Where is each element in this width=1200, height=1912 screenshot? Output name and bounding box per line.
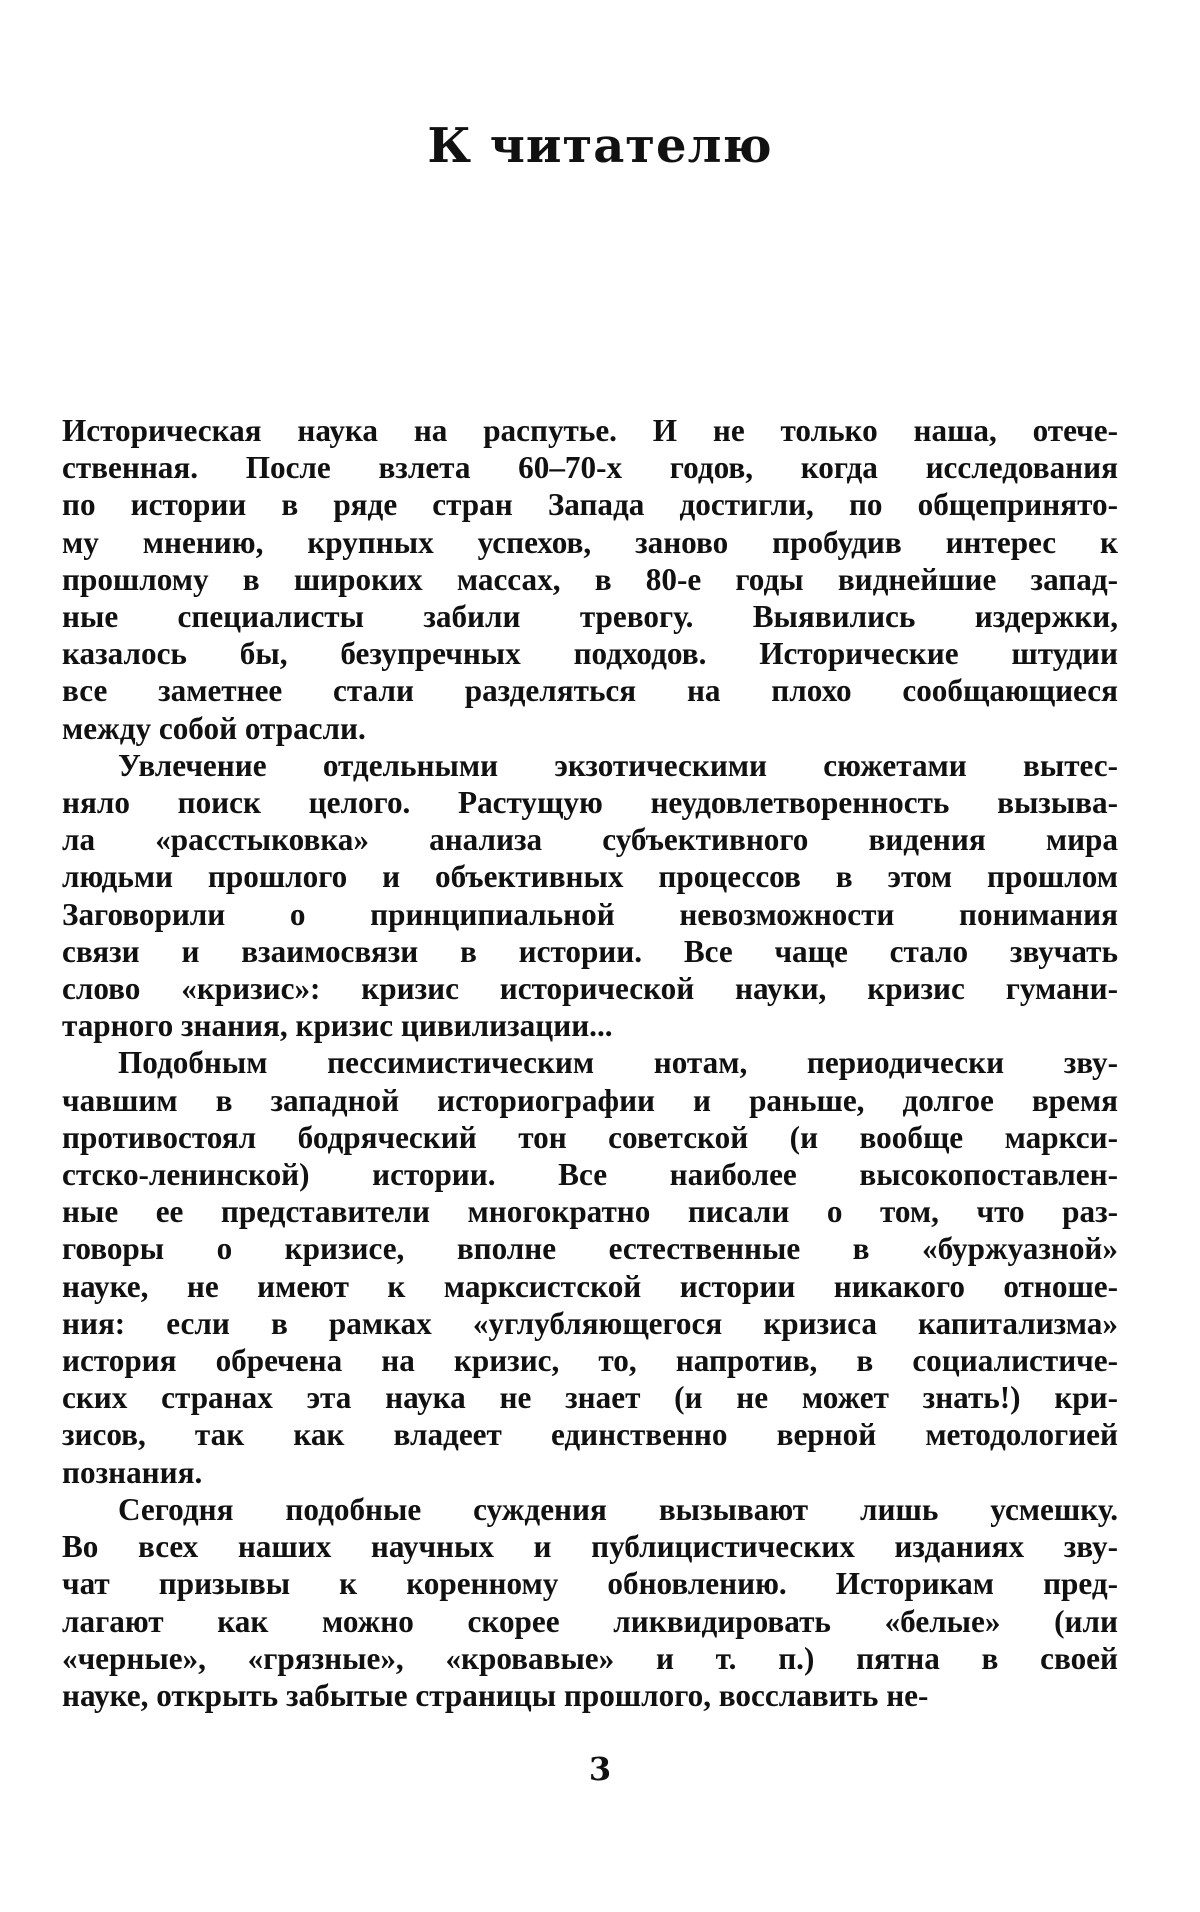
text-line: прошлому в широких массах, в 80-е годы виднейшие запад- — [62, 561, 1118, 597]
text-line: чат призывы к коренному обновлению. Историкам пред- — [62, 1566, 1118, 1602]
text-line: противостоял бодрячеcкий тон советской (и вообще маркси- — [62, 1119, 1118, 1155]
text-line: Во всех наших научных и публицистических изданиях зву- — [62, 1529, 1118, 1565]
text-line: ственная. После взлета 60–70-х годов, когда исследования — [62, 450, 1118, 486]
text-line: все заметнее стали разделяться на плохо сообщающиеся — [62, 673, 1118, 709]
text-line: Историческая наука на распутье. И не только наша, отече- — [62, 413, 1118, 448]
paragraph — [62, 1491, 1118, 1714]
text-line: по истории в ряде стран Запада достигли, по общепринято- — [62, 487, 1118, 523]
text-line: ния: если в рамках «углубляющегося кризиса капитализма» — [62, 1305, 1118, 1341]
text-line: лагают как можно скорее ликвидировать «белые» (или — [62, 1603, 1118, 1639]
text-line: стско-ленинской) истории. Все наиболее высокопоставлен- — [62, 1157, 1118, 1193]
text-line: науке, открыть забытые страницы прошлого, восславить не- — [62, 1677, 929, 1713]
text-line: науке, не имеют к марксистской истории никакого отноше- — [62, 1268, 1118, 1304]
text-line: Сегодня подобные суждения вызывают лишь усмешку. — [118, 1491, 1118, 1527]
text-line: чавшим в западной историографии и раньше, долгое время — [62, 1082, 1118, 1118]
text-line: ских странах эта наука не знает (и не может знать!) кри- — [62, 1380, 1118, 1416]
text-line: говоры о кризисе, вполне естественные в «буржуазной» — [62, 1231, 1118, 1267]
paragraph — [62, 1044, 1118, 1490]
text-line: ла «расстыковка» анализа субъективного видения мира — [62, 822, 1118, 858]
text-line: связи и взаимосвязи в истории. Все чаще стало звучать — [62, 933, 1118, 969]
text-line: людьми прошлого и объективных процессов в этом прошлом — [62, 859, 1118, 895]
text-line: между собой отрасли. — [62, 710, 366, 746]
text-line: зисов, так как владеет единственно верной методологией — [62, 1417, 1118, 1453]
text-line: Увлечение отдельными экзотическими сюжетами вытес- — [118, 747, 1118, 783]
body-text — [62, 412, 1118, 1714]
text-line: слово «кризис»: кризис исторической науки, кризис гумани- — [62, 971, 1118, 1007]
paragraph — [62, 412, 1118, 747]
chapter-title: К читателю — [427, 118, 773, 174]
text-line: му мнению, крупных успехов, заново пробудив интерес к — [62, 524, 1118, 560]
text-line: Подобным пессимистическим нотам, периодически зву- — [118, 1045, 1118, 1081]
text-line: Заговорили о принципиальной невозможности понимания — [62, 896, 1118, 932]
text-line: ные специалисты забили тревогу. Выявились издержки, — [62, 599, 1118, 635]
paragraph — [62, 747, 1118, 1045]
text-line: ные ее представители многократно писали о том, что раз- — [62, 1194, 1118, 1230]
text-line: тарного знания, кризис цивилизации... — [62, 1008, 613, 1044]
text-line: история обречена на кризис, то, напротив, в социалистиче- — [62, 1343, 1118, 1379]
text-line: познания. — [62, 1454, 203, 1490]
text-line: няло поиск целого. Растущую неудовлетворенность вызыва- — [62, 785, 1118, 821]
text-line: казалось бы, безупречных подходов. Исторические штудии — [62, 636, 1118, 672]
page-number: 3 — [588, 1750, 612, 1788]
text-line: «черные», «грязные», «кровавые» и т. п.) пятна в своей — [62, 1640, 1118, 1676]
